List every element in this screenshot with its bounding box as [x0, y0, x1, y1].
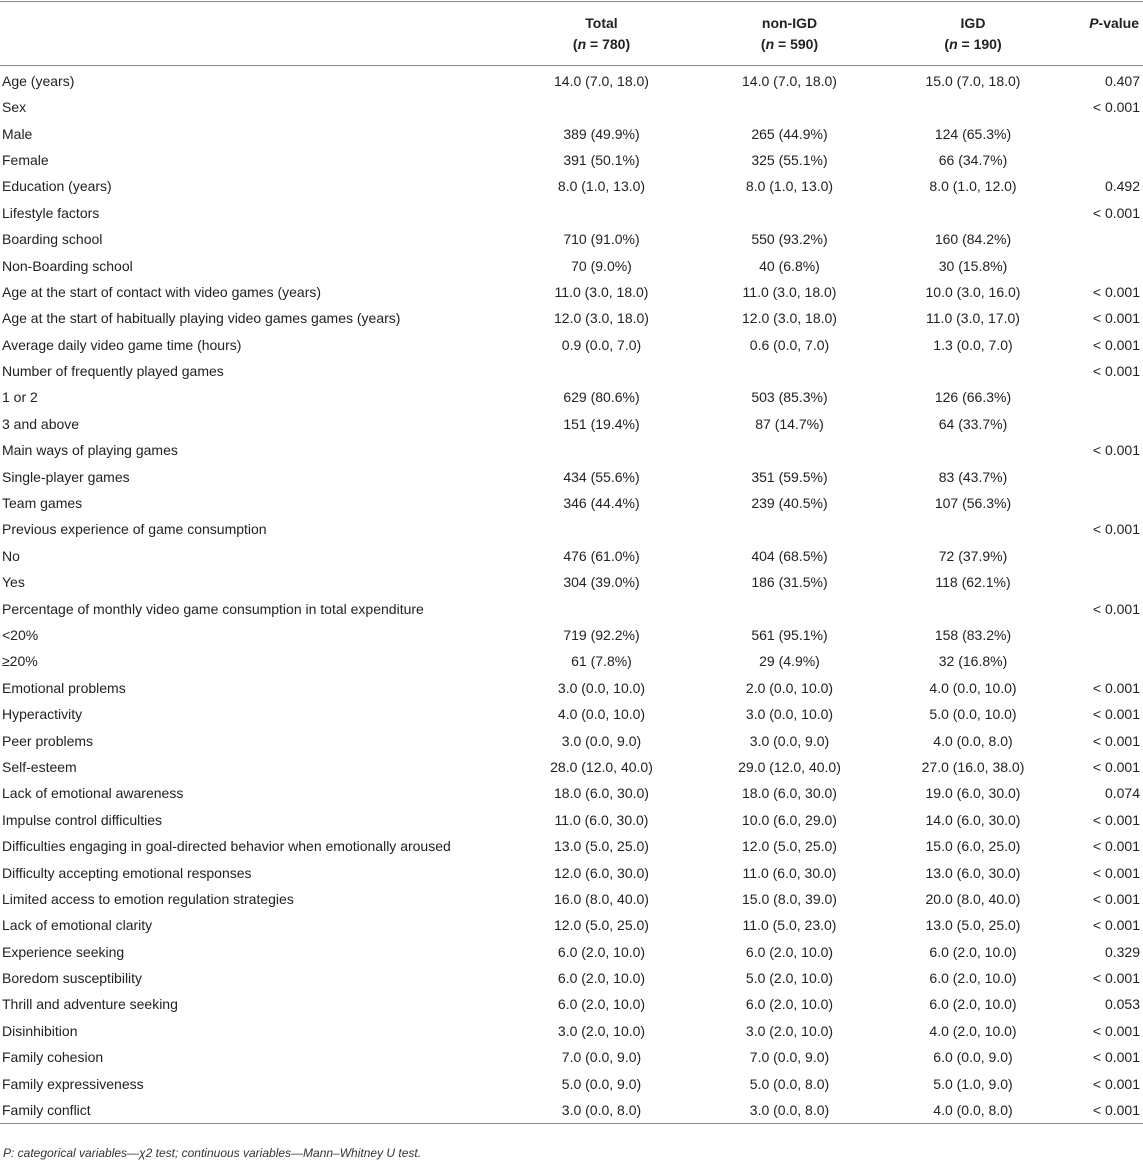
table-row: [0, 490, 1143, 516]
p-value-cell: < 0.001: [1092, 204, 1140, 221]
igd-cell: 19.0 (6.0, 30.0): [925, 785, 1021, 802]
igd-cell: 10.0 (3.0, 16.0): [925, 283, 1021, 300]
p-value-cell: < 0.001: [1092, 1075, 1140, 1092]
total-cell: 11.0 (6.0, 30.0): [554, 811, 649, 828]
table-row: [0, 622, 1143, 648]
variable-cell: Peer problems: [2, 732, 94, 749]
igd-cell: 8.0 (1.0, 12.0): [929, 178, 1017, 195]
non-igd-cell: 503 (85.3%): [751, 389, 828, 406]
igd-cell: 1.3 (0.0, 7.0): [933, 336, 1013, 353]
variable-cell: Boarding school: [2, 231, 103, 248]
non-igd-cell: 325 (55.1%): [751, 151, 828, 168]
total-cell: 6.0 (2.0, 10.0): [557, 996, 646, 1013]
total-cell: 18.0 (6.0, 30.0): [554, 785, 649, 802]
igd-cell: [883, 516, 1063, 542]
p-value-cell: [1063, 384, 1143, 410]
total-cell: 346 (44.4%): [563, 495, 640, 512]
table-row: [0, 1018, 1143, 1044]
igd-cell: 6.0 (0.0, 9.0): [933, 1049, 1013, 1066]
table-row: [0, 886, 1143, 912]
table-header: [0, 2, 1143, 66]
non-igd-cell: 404 (68.5%): [751, 547, 828, 564]
total-cell: 476 (61.0%): [563, 547, 640, 564]
total-cell: 391 (50.1%): [563, 151, 640, 168]
table-row: [0, 1044, 1143, 1070]
total-cell: 719 (92.2%): [563, 627, 640, 643]
variable-cell: Impulse control difficulties: [2, 811, 163, 828]
total-cell: 6.0 (2.0, 10.0): [557, 970, 646, 987]
non-igd-cell: 0.6 (0.0, 7.0): [749, 336, 830, 353]
non-igd-cell: 40 (6.8%): [759, 257, 820, 274]
p-value-cell: [1063, 569, 1143, 595]
p-value-cell: 0.074: [1104, 785, 1140, 802]
igd-cell: 6.0 (2.0, 10.0): [929, 970, 1017, 987]
non-igd-cell: 14.0 (7.0, 18.0): [742, 73, 837, 89]
variable-cell: Sex: [2, 99, 27, 116]
variable-cell: No: [2, 547, 20, 564]
igd-cell: 20.0 (8.0, 40.0): [925, 890, 1021, 907]
table-row: [0, 411, 1143, 437]
p-value-cell: < 0.001: [1092, 521, 1140, 538]
table-row: [0, 991, 1143, 1017]
table-row: [0, 463, 1143, 489]
total-cell: [507, 516, 696, 542]
p-value-cell: [1063, 147, 1143, 173]
variable-cell: Difficulties engaging in goal-directed behavior when emotionally aroused: [2, 838, 451, 855]
variable-cell: Difficulty accepting emotional responses: [2, 864, 252, 881]
non-igd-cell: 6.0 (2.0, 10.0): [745, 943, 834, 960]
non-igd-cell: 87 (14.7%): [755, 415, 824, 432]
variable-cell: <20%: [2, 627, 39, 643]
variable-cell: Experience seeking: [2, 943, 125, 960]
non-igd-cell: [696, 595, 883, 621]
non-igd-cell: 6.0 (2.0, 10.0): [745, 996, 834, 1013]
total-cell: 3.0 (0.0, 10.0): [557, 679, 646, 696]
non-igd-cell: 11.0 (5.0, 23.0): [742, 917, 837, 934]
table-row: [0, 965, 1143, 991]
total-cell: [507, 358, 696, 384]
table-row: [0, 701, 1143, 727]
igd-cell: 160 (84.2%): [934, 231, 1012, 248]
table-row: [0, 358, 1143, 384]
p-value-cell: < 0.001: [1092, 1022, 1140, 1039]
variable-cell: Yes: [2, 574, 25, 591]
p-value-cell: < 0.001: [1092, 283, 1140, 300]
p-value-cell: 0.329: [1104, 943, 1140, 960]
header-igd: IGD (n = 190): [883, 2, 1063, 66]
p-value-cell: 0.492: [1104, 178, 1140, 195]
total-cell: 8.0 (1.0, 13.0): [557, 178, 646, 195]
total-cell: 6.0 (2.0, 10.0): [557, 943, 646, 960]
variable-cell: Single-player games: [2, 468, 130, 485]
variable-cell: ≥20%: [2, 653, 38, 670]
variable-cell: Age at the start of habitually playing video games games (years): [2, 310, 401, 327]
non-igd-cell: 29 (4.9%): [759, 653, 820, 670]
variable-cell: Number of frequently played games: [2, 363, 224, 380]
igd-cell: [883, 200, 1063, 226]
header-row: [0, 2, 1143, 66]
total-cell: [507, 200, 696, 226]
igd-cell: 5.0 (1.0, 9.0): [933, 1075, 1013, 1092]
variable-cell: Main ways of playing games: [2, 442, 178, 459]
igd-cell: 6.0 (2.0, 10.0): [929, 943, 1017, 960]
p-value-cell: [1063, 120, 1143, 146]
table-row: [0, 384, 1143, 410]
total-cell: 70 (9.0%): [571, 257, 632, 274]
igd-cell: 118 (62.1%): [935, 574, 1011, 591]
total-cell: 0.9 (0.0, 7.0): [561, 336, 642, 353]
total-cell: 12.0 (6.0, 30.0): [554, 864, 649, 881]
variable-cell: Emotional problems: [2, 679, 126, 696]
p-value-cell: [1063, 543, 1143, 569]
table-row: [0, 516, 1143, 542]
non-igd-cell: 11.0 (3.0, 18.0): [742, 283, 837, 300]
non-igd-cell: 7.0 (0.0, 9.0): [749, 1049, 830, 1066]
total-cell: 4.0 (0.0, 10.0): [557, 706, 646, 723]
p-value-cell: [1063, 463, 1143, 489]
igd-cell: 158 (83.2%): [934, 627, 1012, 643]
total-cell: 7.0 (0.0, 9.0): [561, 1049, 642, 1066]
igd-cell: 4.0 (2.0, 10.0): [929, 1022, 1017, 1039]
total-cell: [507, 437, 696, 463]
table-row: [0, 939, 1143, 965]
non-igd-cell: 18.0 (6.0, 30.0): [742, 785, 837, 802]
non-igd-cell: 8.0 (1.0, 13.0): [745, 178, 834, 195]
table-row: [0, 569, 1143, 595]
non-igd-cell: 186 (31.5%): [751, 574, 828, 591]
p-value-cell: < 0.001: [1092, 442, 1140, 459]
table-row: [0, 437, 1143, 463]
p-value-cell: [1063, 648, 1143, 674]
table-row: [0, 252, 1143, 278]
variable-cell: Family conflict: [0, 1097, 507, 1124]
non-igd-cell: [696, 94, 883, 120]
variable-cell: Education (years): [2, 178, 112, 195]
p-value-cell: < 0.001: [1092, 706, 1140, 723]
table-row: [0, 543, 1143, 569]
non-igd-cell: 3.0 (0.0, 9.0): [749, 732, 830, 749]
variable-cell: Lack of emotional awareness: [2, 785, 184, 802]
header-non-igd: non-IGD (n = 590): [696, 2, 883, 66]
non-igd-cell: 3.0 (0.0, 10.0): [745, 706, 834, 723]
variable-cell: Age at the start of contact with video games (years): [2, 283, 322, 300]
p-value-cell: < 0.001: [1092, 732, 1140, 749]
non-igd-cell: 239 (40.5%): [751, 495, 828, 512]
variable-cell: Percentage of monthly video game consumption in total expenditure: [2, 600, 424, 617]
total-cell: 12.0 (5.0, 25.0): [554, 917, 649, 934]
igd-cell: 14.0 (6.0, 30.0): [925, 811, 1021, 828]
header-variable: [0, 2, 507, 66]
total-cell: 13.0 (5.0, 25.0): [554, 838, 649, 855]
total-cell: [507, 94, 696, 120]
igd-cell: 107 (56.3%): [934, 495, 1012, 512]
igd-cell: [883, 94, 1063, 120]
p-value-cell: < 0.001: [1092, 1049, 1140, 1066]
igd-cell: 124 (65.3%): [934, 125, 1012, 142]
non-igd-cell: 3.0 (0.0, 8.0): [696, 1097, 883, 1124]
p-value-cell: [1063, 411, 1143, 437]
igd-cell: 6.0 (2.0, 10.0): [929, 996, 1017, 1013]
table-row: [0, 305, 1143, 331]
table-row: [0, 675, 1143, 701]
non-igd-cell: 265 (44.9%): [751, 125, 828, 142]
variable-cell: 1 or 2: [2, 389, 38, 406]
non-igd-cell: 11.0 (6.0, 30.0): [742, 864, 837, 881]
non-igd-cell: 12.0 (5.0, 25.0): [742, 838, 837, 855]
variable-cell: Previous experience of game consumption: [2, 521, 267, 538]
p-value-cell: [1063, 490, 1143, 516]
variable-cell: Family expressiveness: [2, 1075, 144, 1092]
p-value-cell: < 0.001: [1092, 811, 1140, 828]
igd-cell: 126 (66.3%): [934, 389, 1012, 406]
variable-cell: Hyperactivity: [2, 706, 83, 723]
p-value-cell: < 0.001: [1092, 838, 1140, 855]
table-row: [0, 807, 1143, 833]
igd-cell: 83 (43.7%): [938, 468, 1008, 485]
table-row: [0, 727, 1143, 753]
non-igd-cell: 561 (95.1%): [751, 627, 828, 643]
non-igd-cell: 29.0 (12.0, 40.0): [738, 758, 841, 775]
variable-cell: Family cohesion: [2, 1049, 104, 1066]
table-row: [0, 173, 1143, 199]
igd-cell: 72 (37.9%): [938, 547, 1008, 564]
table-row: [0, 200, 1143, 226]
non-igd-cell: [696, 200, 883, 226]
total-cell: 12.0 (3.0, 18.0): [554, 310, 649, 327]
variable-cell: Female: [2, 151, 49, 168]
variable-cell: Age (years): [2, 73, 75, 89]
igd-cell: 32 (16.8%): [938, 653, 1008, 670]
igd-cell: 11.0 (3.0, 17.0): [926, 310, 1020, 327]
igd-cell: 15.0 (6.0, 25.0): [925, 838, 1021, 855]
total-cell: 3.0 (0.0, 8.0): [507, 1097, 696, 1124]
table-row: [0, 780, 1143, 806]
igd-cell: 13.0 (5.0, 25.0): [925, 917, 1021, 934]
table-row: [0, 859, 1143, 885]
non-igd-cell: 5.0 (2.0, 10.0): [745, 970, 834, 987]
p-value-cell: 0.407: [1104, 73, 1140, 89]
p-value-cell: [1063, 226, 1143, 252]
table-row: [0, 66, 1143, 95]
variable-cell: Non-Boarding school: [2, 257, 133, 274]
table-row: [0, 120, 1143, 146]
total-cell: 11.0 (3.0, 18.0): [554, 283, 649, 300]
total-cell: 629 (80.6%): [563, 389, 640, 406]
p-value-cell: < 0.001: [1092, 970, 1140, 987]
p-value-cell: 0.053: [1104, 996, 1140, 1013]
total-cell: 16.0 (8.0, 40.0): [554, 890, 649, 907]
total-cell: 151 (19.4%): [563, 415, 640, 432]
igd-cell: 4.0 (0.0, 10.0): [929, 679, 1017, 696]
total-cell: 3.0 (2.0, 10.0): [557, 1022, 646, 1039]
variable-cell: Boredom susceptibility: [2, 970, 143, 987]
header-p-value: P-value: [1063, 2, 1143, 66]
non-igd-cell: 550 (93.2%): [751, 231, 828, 248]
igd-cell: [883, 437, 1063, 463]
p-value-cell: [1063, 622, 1143, 648]
table-row: [0, 147, 1143, 173]
igd-cell: 4.0 (0.0, 8.0): [933, 732, 1013, 749]
variable-cell: 3 and above: [2, 415, 80, 432]
non-igd-cell: [696, 358, 883, 384]
igd-cell: 5.0 (0.0, 10.0): [929, 706, 1017, 723]
non-igd-cell: 351 (59.5%): [751, 468, 828, 485]
igd-cell: 64 (33.7%): [938, 415, 1008, 432]
p-value-cell: < 0.001: [1092, 679, 1140, 696]
table-row: [0, 279, 1143, 305]
igd-cell: 66 (34.7%): [938, 151, 1008, 168]
table-body: [0, 66, 1143, 1124]
variable-cell: Male: [2, 125, 33, 142]
variable-cell: Lifestyle factors: [2, 204, 100, 221]
igd-cell: [883, 358, 1063, 384]
total-cell: 389 (49.9%): [563, 125, 640, 142]
table-row: [0, 833, 1143, 859]
non-igd-cell: 5.0 (0.0, 8.0): [749, 1075, 830, 1092]
p-value-cell: < 0.001: [1092, 336, 1140, 353]
p-value-cell: < 0.001: [1092, 363, 1140, 380]
table-row: [0, 94, 1143, 120]
total-cell: 434 (55.6%): [563, 468, 640, 485]
variable-cell: Self-esteem: [2, 758, 77, 775]
igd-cell: 30 (15.8%): [938, 257, 1008, 274]
non-igd-cell: 10.0 (6.0, 29.0): [742, 811, 837, 828]
p-value-cell: < 0.001: [1092, 917, 1140, 934]
variable-cell: Team games: [2, 495, 83, 512]
igd-cell: 15.0 (7.0, 18.0): [925, 73, 1021, 89]
variable-cell: Thrill and adventure seeking: [2, 996, 178, 1013]
igd-cell: 4.0 (0.0, 8.0): [883, 1097, 1063, 1124]
non-igd-cell: 2.0 (0.0, 10.0): [745, 679, 834, 696]
header-total: Total (n = 780): [507, 2, 696, 66]
variable-cell: Limited access to emotion regulation strategies: [2, 890, 294, 907]
table-row: [0, 912, 1143, 938]
non-igd-cell: 12.0 (3.0, 18.0): [742, 310, 837, 327]
non-igd-cell: 15.0 (8.0, 39.0): [742, 890, 837, 907]
p-value-cell: < 0.001: [1092, 758, 1140, 775]
non-igd-cell: [696, 437, 883, 463]
igd-cell: 13.0 (6.0, 30.0): [925, 864, 1021, 881]
table-row: [0, 595, 1143, 621]
p-value-cell: [1063, 252, 1143, 278]
data-table: [0, 1, 1143, 1124]
variable-cell: Disinhibition: [2, 1022, 78, 1039]
variable-cell: Lack of emotional clarity: [2, 917, 153, 934]
p-value-cell: < 0.001: [1092, 310, 1140, 327]
total-cell: 14.0 (7.0, 18.0): [554, 73, 649, 89]
table-row: [0, 754, 1143, 780]
total-cell: [507, 595, 696, 621]
total-cell: 710 (91.0%): [563, 231, 640, 248]
total-cell: 5.0 (0.0, 9.0): [561, 1075, 642, 1092]
table-row: [0, 226, 1143, 252]
table-row: [0, 1070, 1143, 1096]
total-cell: 61 (7.8%): [571, 653, 632, 670]
non-igd-cell: 3.0 (2.0, 10.0): [745, 1022, 834, 1039]
table-row: [0, 332, 1143, 358]
table-footnote: P: categorical variables—χ2 test; continuous variables—Mann–Whitney U test.: [3, 1146, 422, 1160]
total-cell: 304 (39.0%): [563, 574, 640, 591]
non-igd-cell: [696, 516, 883, 542]
igd-cell: [883, 595, 1063, 621]
p-value-cell: < 0.001: [1092, 99, 1140, 116]
p-value-cell: < 0.001: [1063, 1097, 1143, 1124]
table-row: [0, 648, 1143, 674]
total-cell: 3.0 (0.0, 9.0): [561, 732, 642, 749]
p-value-cell: < 0.001: [1092, 890, 1140, 907]
total-cell: 28.0 (12.0, 40.0): [550, 758, 653, 775]
igd-cell: 27.0 (16.0, 38.0): [921, 758, 1025, 775]
table-row: [0, 1097, 1143, 1124]
variable-cell: Average daily video game time (hours): [2, 336, 242, 353]
p-value-cell: < 0.001: [1092, 864, 1140, 881]
p-value-cell: < 0.001: [1092, 600, 1140, 617]
